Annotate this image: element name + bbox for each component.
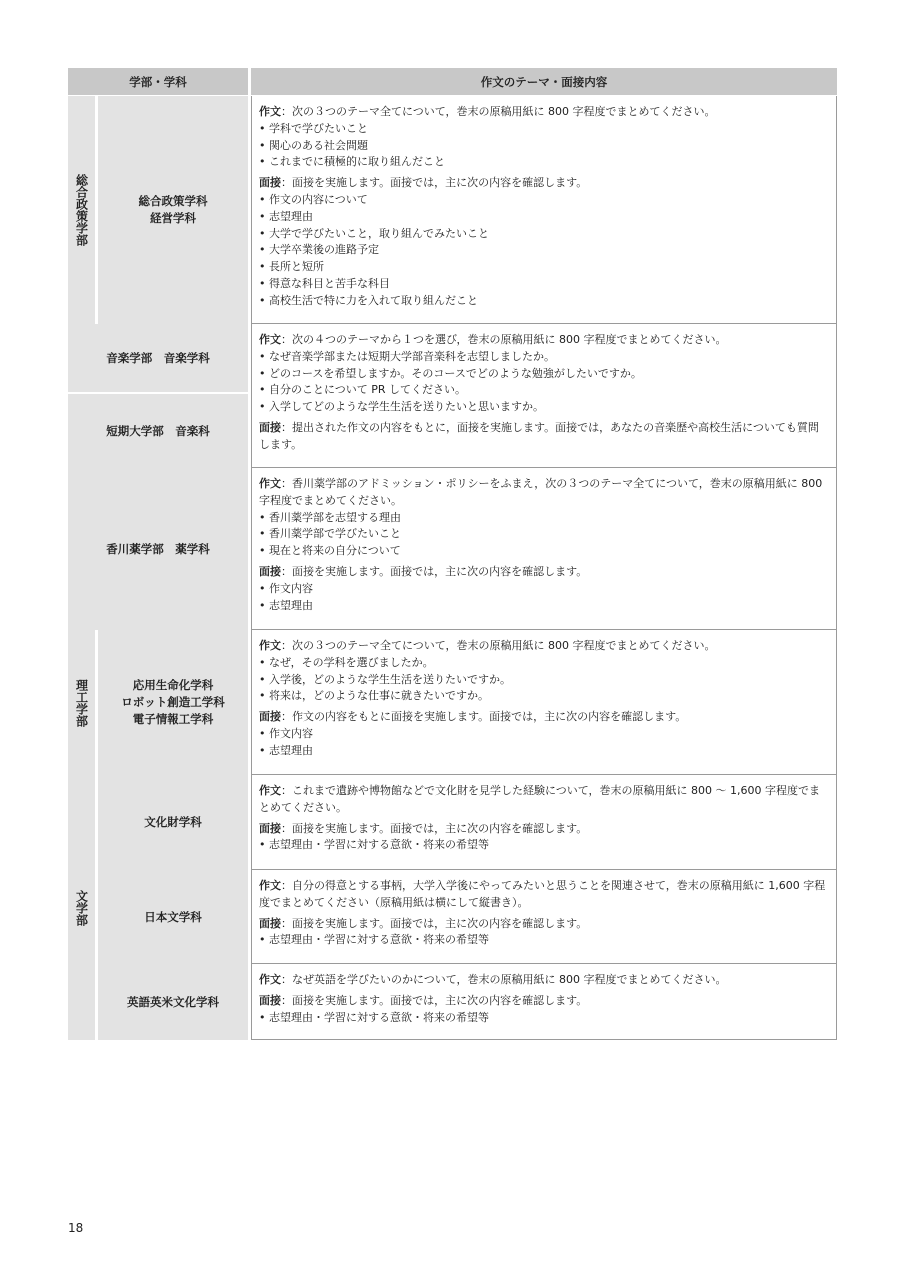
content-cell [251,324,837,468]
interview-block: 面接：面接を実施します。面接では，主に次の内容を確認します。 • 作文の内容について • 志望理由 • 大学で学びたいこと，取り組んでみたいこと • 大学卒業後の進路予定 • 長所と短所 • 得意な科目と苦手な科目 • 高校生活で特に力を入れて取り組んだこと [259,176,588,307]
essay-block: 作文：次の３つのテーマ全てについて，巻末の原稿用紙に 800 字程度でまとめてください。 • 学科で学びたいこと • 関心のある社会問題 • これまでに積極的に取り組んだこと [259,105,716,169]
content-cell [251,468,837,630]
essay-block: 作文：次の４つのテーマから１つを選び，巻末の原稿用紙に 800 字程度でまとめてください。 • なぜ音楽学部または短期大学部音楽科を志望しましたか。 • どのコースを希望しますか。そのコースでどのような勉強がしたいですか。 • 自分のことについて PR してください。 • 入学してどのような学生生活を送りたいと思いますか。 [259,333,727,414]
row-riko [68,630,837,775]
interview-block: 面接：提出された作文の内容をもとに，面接を実施します。面接では，あなたの音楽歴や高校生活についても質問します。 [259,420,819,451]
row-sogo [68,96,837,324]
content-cell [251,870,837,964]
dept-label-tandai: 短期大学部 音楽科 [68,394,248,468]
dept-label: 総合政策学科 経営学科 [98,96,248,324]
content-cell [251,630,837,775]
content-cell [251,96,837,324]
interview-block: 面接：作文の内容をもとに面接を実施します。面接では，主に次の内容を確認します。 • 作文内容 • 志望理由 [259,710,687,757]
faculty-label: 総合政策学部 [68,96,95,324]
interview-block: 面接：面接を実施します。面接では，主に次の内容を確認します。 • 作文内容 • 志望理由 [259,564,588,612]
essay-block: 作文：次の３つのテーマ全てについて，巻末の原稿用紙に 800 字程度でまとめてください。 • なぜ，その学科を選びましたか。 • 入学後，どのような学生生活を送りたいですか。 • 将来は，どのような仕事に就きたいですか。 [259,639,716,703]
row-pharm [68,468,837,630]
interview-block: 面接：面接を実施します。面接では，主に次の内容を確認します。 • 志望理由・学習に対する意欲・将来の希望等 [259,821,588,852]
header-dept: 学部・学科 [68,68,248,95]
faculty-label: 文学部 [68,775,95,1040]
row-eigo [98,964,837,1040]
dept-label: 英語英米文化学科 [98,964,248,1040]
interview-block: 面接：面接を実施します。面接では，主に次の内容を確認します。 • 志望理由・学習に対する意欲・将来の希望等 [259,993,588,1024]
faculty-label: 理工学部 [68,630,95,775]
requirements-table [68,68,837,1040]
dept-label: 香川薬学部 薬学科 [68,468,248,630]
dept-label: 応用生命化学科 ロボット創造工学科 電子情報工学科 [98,630,248,775]
interview-block: 面接：面接を実施します。面接では，主に次の内容を確認します。 • 志望理由・学習に対する意欲・将来の希望等 [259,916,588,947]
header-content: 作文のテーマ・面接内容 [251,68,837,95]
essay-block: 作文：香川薬学部のアドミッション・ポリシーをふまえ，次の３つのテーマ全てについて，巻末の原稿用紙に 800 字程度でまとめてください。 • 香川薬学部を志望する理由 • 香川薬学部で学びたいこと • 現在と将来の自分について [259,477,823,558]
row-music [68,324,837,468]
essay-block: 作文：自分の得意とする事柄，大学入学後にやってみたいと思うことを関連させて，巻末の原稿用紙に 1,600 字程度でまとめてください（原稿用紙は横にして縦書き）。 [259,879,826,909]
content-cell [251,775,837,870]
row-bun [68,775,837,1040]
essay-block: 作文：これまで遺跡や博物館などで文化財を見学した経験について，巻末の原稿用紙に 800 〜 1,600 字程度でまとめてください。 [259,784,821,814]
row-nihon [98,870,837,964]
row-bunkazai [98,775,837,870]
dept-label-music: 音楽学部 音楽学科 [68,324,248,392]
dept-label: 日本文学科 [98,870,248,964]
table-header [68,68,837,95]
page-number: 18 [68,1221,84,1235]
essay-block: 作文：なぜ英語を学びたいのかについて，巻末の原稿用紙に 800 字程度でまとめてください。 [259,973,727,986]
dept-label: 文化財学科 [98,775,248,870]
content-cell [251,964,837,1040]
